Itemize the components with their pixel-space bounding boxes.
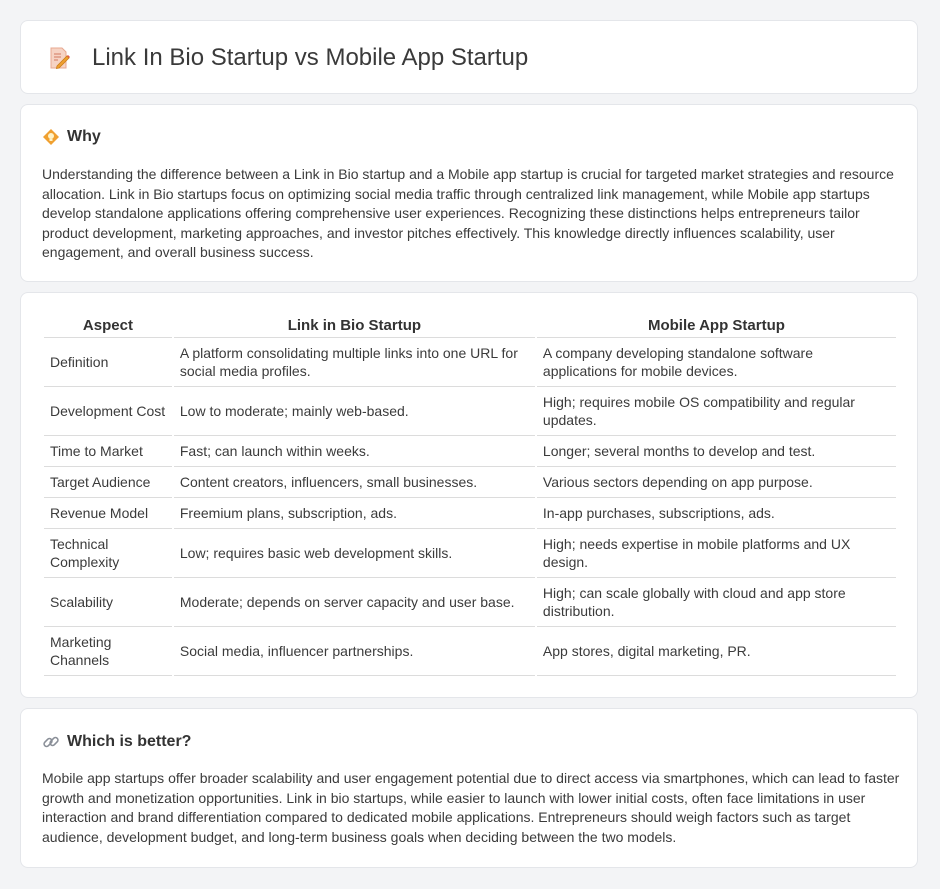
table-row <box>44 529 896 578</box>
link-icon <box>42 733 60 751</box>
column-header-link-in-bio: Link in Bio Startup <box>174 313 535 338</box>
header-card <box>20 20 918 94</box>
row-link-in-bio: Fast; can launch within weeks. <box>174 436 535 467</box>
row-aspect: Development Cost <box>44 387 172 436</box>
row-link-in-bio: Low; requires basic web development skills. <box>174 529 535 578</box>
why-text: Understanding the difference between a Link in Bio startup and a Mobile app startup is crucial for targeted market strategies and resource allocation. Link in Bio startups focus on optimizing social media traffic through centralized link management, while Mobile app startups develop standalone applications offering comprehensive user experiences. Recognizing these distinctions helps entrepreneurs tailor product development, marketing approaches, and investor pitches effectively. This knowledge directly influences scalability, user engagement, and overall business success. <box>42 166 894 261</box>
better-heading <box>42 732 191 752</box>
page-title: Link In Bio Startup vs Mobile App Startup <box>92 44 529 71</box>
row-link-in-bio: Social media, influencer partnerships. <box>174 627 535 676</box>
which-is-better-section <box>20 708 918 868</box>
row-aspect: Technical Complexity <box>44 529 172 578</box>
row-mobile-app: In-app purchases, subscriptions, ads. <box>537 498 896 529</box>
row-mobile-app: A company developing standalone software applications for mobile devices. <box>537 338 896 387</box>
table-row <box>44 338 896 387</box>
row-mobile-app: High; needs expertise in mobile platforms and UX design. <box>537 529 896 578</box>
why-title: Why <box>67 128 101 145</box>
table-header-row <box>44 313 896 338</box>
comparison-section <box>20 292 918 698</box>
table-row <box>44 387 896 436</box>
table-row <box>44 627 896 676</box>
row-mobile-app: Various sectors depending on app purpose. <box>537 467 896 498</box>
table-row <box>44 498 896 529</box>
row-link-in-bio: Freemium plans, subscription, ads. <box>174 498 535 529</box>
row-mobile-app: High; can scale globally with cloud and app store distribution. <box>537 578 896 627</box>
why-heading <box>42 127 101 147</box>
row-aspect: Marketing Channels <box>44 627 172 676</box>
why-section <box>20 104 918 282</box>
table-row <box>44 578 896 627</box>
document-edit-icon <box>47 46 71 70</box>
row-aspect: Definition <box>44 338 172 387</box>
better-text: Mobile app startups offer broader scalability and user engagement potential due to direct access via smartphones, which can lead to faster growth and monetization opportunities. Link in bio startups, while easier to launch with lower initial costs, often face limitations in user interaction and brand differentiation compared to dedicated mobile applications. Entrepreneurs should weigh factors such as target audience, development budget, and long-term business goals when deciding between the two models. <box>42 770 900 845</box>
table-row <box>44 467 896 498</box>
row-link-in-bio: Low to moderate; mainly web-based. <box>174 387 535 436</box>
row-mobile-app: Longer; several months to develop and test. <box>537 436 896 467</box>
row-mobile-app: App stores, digital marketing, PR. <box>537 627 896 676</box>
row-aspect: Target Audience <box>44 467 172 498</box>
row-link-in-bio: Content creators, influencers, small businesses. <box>174 467 535 498</box>
column-header-mobile-app: Mobile App Startup <box>537 313 896 338</box>
row-aspect: Scalability <box>44 578 172 627</box>
comparison-table <box>42 313 898 676</box>
bulb-icon <box>42 128 60 146</box>
row-aspect: Time to Market <box>44 436 172 467</box>
better-title: Which is better? <box>67 733 192 750</box>
row-aspect: Revenue Model <box>44 498 172 529</box>
row-link-in-bio: Moderate; depends on server capacity and user base. <box>174 578 535 627</box>
column-header-aspect: Aspect <box>44 313 172 338</box>
table-row <box>44 436 896 467</box>
row-link-in-bio: A platform consolidating multiple links into one URL for social media profiles. <box>174 338 535 387</box>
row-mobile-app: High; requires mobile OS compatibility and regular updates. <box>537 387 896 436</box>
